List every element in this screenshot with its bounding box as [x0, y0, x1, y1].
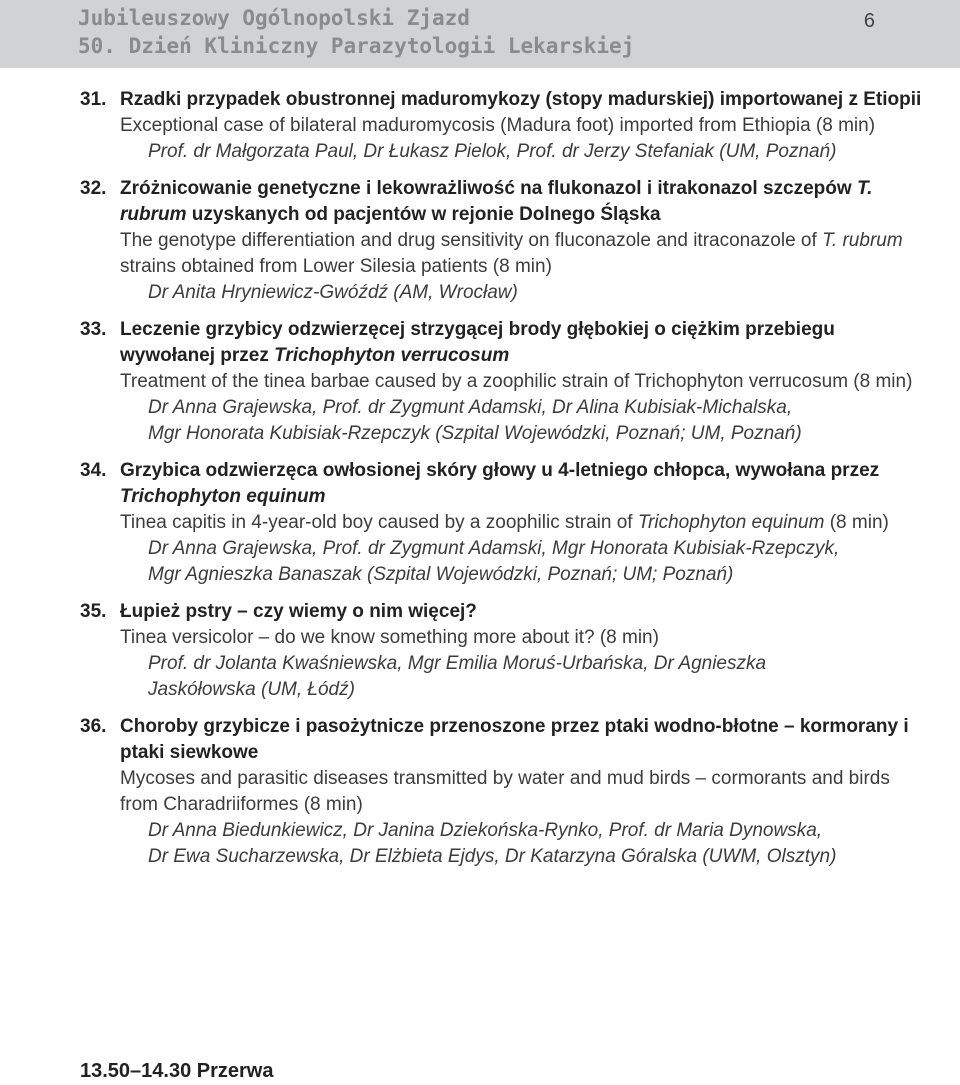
program-list — [80, 87, 930, 881]
title-english — [120, 228, 930, 280]
title-polish: Łupież pstry – czy wiemy o nim więcej? — [120, 601, 477, 622]
authors-line-2: Dr Ewa Sucharzewska, Dr Elżbieta Ejdys, Dr Katarzyna Góralska (UWM, Olsztyn) — [148, 846, 837, 867]
authors-line-1: Dr Anna Grajewska, Prof. dr Zygmunt Adamski, Mgr Honorata Kubisiak-Rzepczyk, — [148, 538, 840, 559]
title-text: The genotype differentiation and drug sensitivity on fluconazole and itraconazole of — [120, 230, 823, 251]
title-polish — [120, 458, 930, 510]
title-english: Exceptional case of bilateral maduromycosis (Madura foot) imported from Ethiopia (8 min) — [120, 115, 876, 136]
entry-number: 33. — [80, 319, 107, 340]
title-text: Leczenie grzybicy odzwierzęcej strzygącej brody głębokiej o ciężkim przebiegu wywołanej przez — [120, 319, 835, 366]
conference-title-line-1: Jubileuszowy Ogólnopolski Zjazd — [78, 6, 470, 30]
entry-number: 31. — [80, 89, 107, 110]
program-entry-33 — [80, 317, 930, 447]
species-name: Trichophyton equinum — [120, 486, 326, 507]
title-polish — [120, 317, 930, 369]
conference-title-line-2: 50. Dzień Kliniczny Parazytologii Lekarskiej — [78, 34, 635, 58]
title-text: Grzybica odzwierzęca owłosionej skóry głowy u 4-letniego chłopca, wywołana przez — [120, 460, 880, 481]
species-name: Trichophyton verrucosum — [274, 345, 510, 366]
authors-line-1: Prof. dr Jolanta Kwaśniewska, Mgr Emilia Moruś-Urbańska, Dr Agnieszka — [148, 653, 767, 674]
title-text: Tinea capitis in 4-year-old boy caused by a zoophilic strain of — [120, 512, 638, 533]
page-header — [0, 0, 960, 68]
break-label: 13.50–14.30 Przerwa — [80, 1060, 274, 1082]
entry-number: 34. — [80, 460, 107, 481]
entry-number: 32. — [80, 178, 107, 199]
page-number: 6 — [863, 10, 875, 32]
species-name: Trichophyton equinum — [637, 512, 825, 533]
authors-line-2: Jaskółowska (UM, Łódź) — [148, 679, 355, 700]
authors-line-2: Mgr Honorata Kubisiak-Rzepczyk (Szpital Wojewódzki, Poznań; UM, Poznań) — [148, 423, 802, 444]
species-name: T. rubrum — [120, 178, 873, 225]
title-english — [120, 510, 930, 536]
conference-title — [78, 4, 634, 60]
program-entry-36 — [80, 714, 930, 870]
program-entry-32 — [80, 176, 930, 306]
program-entry-34 — [80, 458, 930, 588]
title-text: strains obtained from Lower Silesia patients (8 min) — [120, 256, 552, 277]
authors-line-1: Dr Anna Biedunkiewicz, Dr Janina Dziekońska-Rynko, Prof. dr Maria Dynowska, — [148, 820, 823, 841]
entry-number: 36. — [80, 716, 107, 737]
authors-line-1: Dr Anna Grajewska, Prof. dr Zygmunt Adamski, Dr Alina Kubisiak-Michalska, — [148, 397, 793, 418]
title-polish: Rzadki przypadek obustronnej maduromykozy (stopy madurskiej) importowanej z Etiopii — [120, 89, 922, 110]
title-english: Mycoses and parasitic diseases transmitted by water and mud birds – cormorants and birds from Charadriiformes (8 min) — [120, 768, 890, 815]
title-text: Zróżnicowanie genetyczne i lekowrażliwość na flukonazol i itrakonazol szczepów — [120, 178, 857, 199]
title-polish — [120, 176, 930, 228]
title-english: Tinea versicolor – do we know something more about it? (8 min) — [120, 627, 659, 648]
program-entry-35 — [80, 599, 930, 703]
title-text: uzyskanych od pacjentów w rejonie Dolnego Śląska — [186, 204, 661, 225]
title-polish: Choroby grzybicze i pasożytnicze przenoszone przez ptaki wodno-błotne – kormorany i ptaki siewkowe — [120, 716, 909, 763]
program-entry-31 — [80, 87, 930, 165]
authors: Dr Anita Hryniewicz-Gwóźdź (AM, Wrocław) — [148, 282, 518, 303]
authors-line-2: Mgr Agnieszka Banaszak (Szpital Wojewódzki, Poznań; UM; Poznań) — [148, 564, 734, 585]
species-name: T. rubrum — [822, 230, 903, 251]
authors: Prof. dr Małgorzata Paul, Dr Łukasz Pielok, Prof. dr Jerzy Stefaniak (UM, Poznań) — [148, 141, 837, 162]
title-english: Treatment of the tinea barbae caused by a zoophilic strain of Trichophyton verrucosum (8 min) — [120, 371, 913, 392]
entry-number: 35. — [80, 601, 107, 622]
title-text: (8 min) — [824, 512, 889, 533]
